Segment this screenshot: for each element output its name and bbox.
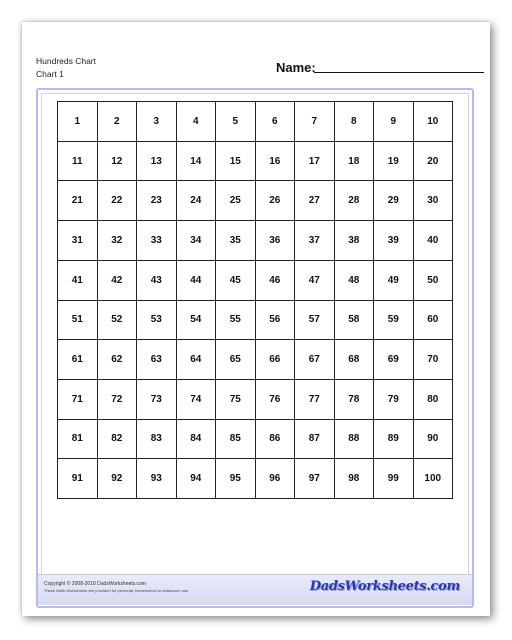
grid-cell: 63 [137,340,177,380]
grid-cell: 78 [335,380,375,420]
grid-cell: 79 [374,380,414,420]
grid-cell: 56 [256,301,296,341]
grid-cell: 37 [295,221,335,261]
grid-cell: 62 [98,340,138,380]
grid-cell: 20 [414,142,454,182]
grid-cell: 40 [414,221,454,261]
grid-cell: 82 [98,420,138,460]
grid-cell: 89 [374,420,414,460]
grid-cell: 41 [58,261,98,301]
grid-cell: 15 [216,142,256,182]
grid-cell: 55 [216,301,256,341]
grid-cell: 65 [216,340,256,380]
worksheet-subtitle: Chart 1 [36,69,64,79]
name-label: Name: [276,60,316,75]
grid-cell: 80 [414,380,454,420]
grid-cell: 90 [414,420,454,460]
grid-cell: 18 [335,142,375,182]
grid-cell: 34 [177,221,217,261]
worksheet-title: Hundreds Chart [36,56,97,66]
brand-logo: DadsWorksheets.com [309,579,460,594]
grid-cell: 51 [58,301,98,341]
grid-cell: 96 [256,459,296,499]
grid-cell: 54 [177,301,217,341]
grid-cell: 69 [374,340,414,380]
grid-cell: 47 [295,261,335,301]
copyright-text: Copyright © 2008-2018 DadsWorksheets.com [44,581,146,587]
grid-cell: 35 [216,221,256,261]
grid-cell: 61 [58,340,98,380]
footer-note: These Math Worksheets are provided for personal, homeschool or classroom use. [44,588,190,593]
grid-cell: 42 [98,261,138,301]
grid-cell: 74 [177,380,217,420]
grid-cell: 8 [335,102,375,142]
grid-cell: 9 [374,102,414,142]
grid-cell: 16 [256,142,296,182]
worksheet-page [22,22,490,616]
grid-cell: 14 [177,142,217,182]
grid-cell: 100 [414,459,454,499]
grid-cell: 28 [335,181,375,221]
grid-cell: 32 [98,221,138,261]
grid-cell: 68 [335,340,375,380]
grid-cell: 45 [216,261,256,301]
grid-cell: 85 [216,420,256,460]
grid-cell: 4 [177,102,217,142]
grid-cell: 3 [137,102,177,142]
grid-cell: 11 [58,142,98,182]
grid-cell: 21 [58,181,98,221]
grid-cell: 5 [216,102,256,142]
grid-cell: 95 [216,459,256,499]
grid-cell: 17 [295,142,335,182]
grid-cell: 72 [98,380,138,420]
grid-cell: 57 [295,301,335,341]
grid-cell: 6 [256,102,296,142]
grid-cell: 88 [335,420,375,460]
grid-cell: 38 [335,221,375,261]
grid-cell: 23 [137,181,177,221]
grid-cell: 81 [58,420,98,460]
grid-cell: 84 [177,420,217,460]
name-line [314,72,484,73]
grid-cell: 93 [137,459,177,499]
grid-cell: 70 [414,340,454,380]
grid-cell: 66 [256,340,296,380]
grid-cell: 76 [256,380,296,420]
grid-cell: 29 [374,181,414,221]
grid-cell: 77 [295,380,335,420]
grid-cell: 87 [295,420,335,460]
grid-cell: 99 [374,459,414,499]
grid-cell: 10 [414,102,454,142]
grid-cell: 44 [177,261,217,301]
grid-cell: 27 [295,181,335,221]
grid-cell: 52 [98,301,138,341]
grid-cell: 67 [295,340,335,380]
grid-cell: 59 [374,301,414,341]
grid-cell: 36 [256,221,296,261]
grid-cell: 24 [177,181,217,221]
grid-cell: 83 [137,420,177,460]
grid-cell: 25 [216,181,256,221]
grid-cell: 7 [295,102,335,142]
grid-cell: 43 [137,261,177,301]
grid-cell: 49 [374,261,414,301]
grid-cell: 92 [98,459,138,499]
grid-cell: 94 [177,459,217,499]
grid-cell: 50 [414,261,454,301]
grid-cell: 73 [137,380,177,420]
grid-cell: 19 [374,142,414,182]
grid-cell: 39 [374,221,414,261]
grid-cell: 60 [414,301,454,341]
grid-cell: 75 [216,380,256,420]
grid-cell: 48 [335,261,375,301]
grid-cell: 26 [256,181,296,221]
grid-cell: 31 [58,221,98,261]
grid-cell: 1 [58,102,98,142]
grid-cell: 53 [137,301,177,341]
grid-cell: 33 [137,221,177,261]
grid-cell: 2 [98,102,138,142]
grid-cell: 86 [256,420,296,460]
grid-cell: 22 [98,181,138,221]
grid-cell: 64 [177,340,217,380]
grid-cell: 13 [137,142,177,182]
grid-cell: 98 [335,459,375,499]
grid-cell: 30 [414,181,454,221]
hundreds-grid [57,101,453,499]
grid-cell: 58 [335,301,375,341]
grid-cell: 71 [58,380,98,420]
grid-cell: 97 [295,459,335,499]
grid-cell: 12 [98,142,138,182]
grid-cell: 91 [58,459,98,499]
grid-cell: 46 [256,261,296,301]
footer-bar [38,574,472,605]
